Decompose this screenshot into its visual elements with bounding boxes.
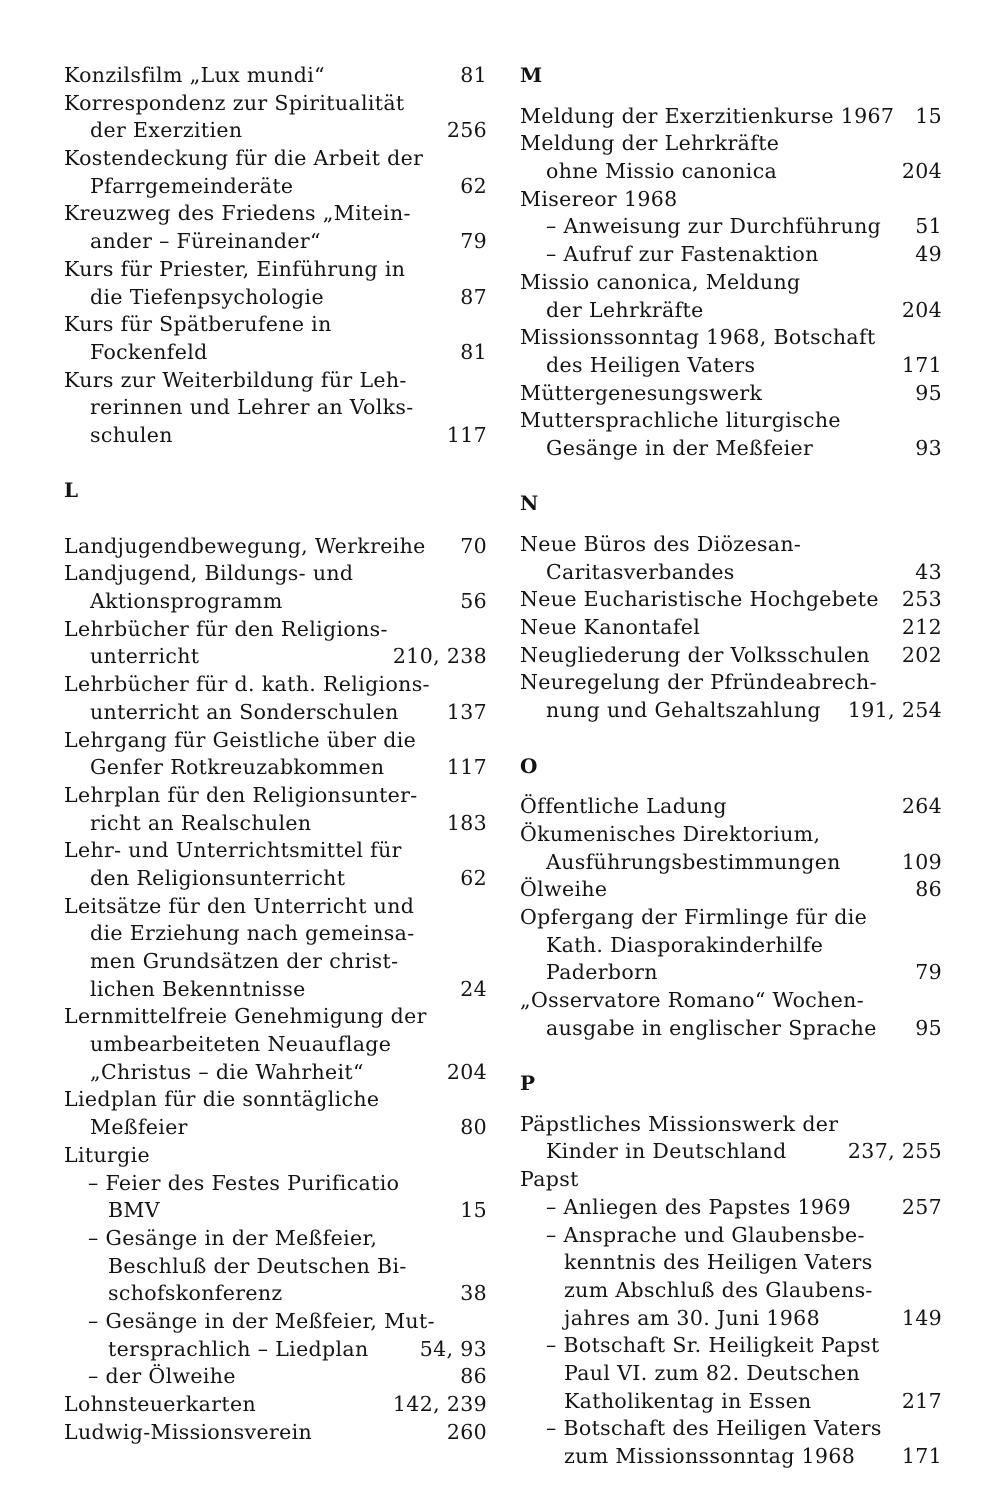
- page-number: 51: [915, 214, 942, 239]
- index-entry: [520, 904, 942, 932]
- index-entry-continuation: [64, 1336, 487, 1364]
- index-entry: [64, 256, 487, 284]
- page-number: 79: [460, 229, 487, 254]
- index-entry-continuation: [520, 1277, 942, 1305]
- entry-text: Lehrplan für den Religionsunter-: [64, 782, 418, 807]
- entry-text: rerinnen und Lehrer an Volks-: [90, 395, 414, 420]
- page-number: 43: [915, 559, 942, 584]
- entry-text: – Aufruf zur Fastenaktion: [546, 242, 819, 267]
- entry-text: schulen: [90, 422, 173, 447]
- entry-text: men Grundsätzen der christ-: [90, 949, 399, 973]
- entry-text: Pfarrgemeinderäte: [90, 173, 294, 198]
- entry-text: – Anweisung zur Durchführung: [546, 214, 882, 239]
- entry-text: Fockenfeld: [90, 339, 208, 364]
- index-entry: [64, 1391, 487, 1419]
- index-entry-continuation: [64, 699, 487, 727]
- index-entry: [64, 782, 487, 810]
- section-letter: L: [64, 478, 79, 503]
- index-entry-continuation: [520, 849, 942, 877]
- index-entry-continuation: [520, 932, 942, 960]
- index-entry: [64, 1142, 487, 1170]
- page-number: 24: [460, 976, 487, 1001]
- index-entry-continuation: [64, 1253, 487, 1281]
- index-entry: [520, 1166, 942, 1194]
- index-entry: [520, 876, 942, 904]
- entry-text: Konzilsfilm „Lux mundi“: [64, 63, 325, 87]
- index-entry: [64, 893, 487, 921]
- index-entry: [520, 586, 942, 614]
- index-entry: [520, 642, 942, 670]
- index-entry-continuation: [64, 976, 487, 1004]
- page-number: 183: [446, 810, 487, 835]
- index-entry: [64, 1086, 487, 1114]
- entry-text: Muttersprachliche liturgische: [520, 408, 841, 433]
- page-number: 54, 93: [419, 1336, 487, 1361]
- entry-text: Aktionsprogramm: [90, 589, 283, 614]
- entry-text: zum Abschluß des Glaubens-: [564, 1277, 873, 1302]
- index-entry: [64, 367, 487, 395]
- index-entry: [64, 200, 487, 228]
- page-number: 137: [446, 699, 487, 724]
- entry-text: umbearbeiteten Neuauflage: [90, 1032, 392, 1057]
- page-number: 81: [460, 63, 487, 87]
- index-entry-continuation: [520, 1305, 942, 1333]
- page-number: 260: [446, 1419, 487, 1444]
- index-entry: [64, 1419, 487, 1447]
- index-entry-continuation: [520, 1332, 942, 1360]
- page-number: 253: [901, 587, 942, 612]
- page-number: 86: [915, 877, 942, 902]
- spacer: [64, 505, 487, 533]
- page-number: 95: [915, 1015, 942, 1040]
- spacer: [520, 463, 942, 491]
- entry-text: nung und Gehaltszahlung: [546, 698, 821, 723]
- entry-text: – Botschaft Sr. Heiligkeit Papst: [546, 1333, 880, 1358]
- page-number: 62: [460, 865, 487, 890]
- entry-text: die Erziehung nach gemeinsa-: [90, 921, 415, 946]
- index-entry: [520, 793, 942, 821]
- index-entry-continuation: [64, 1308, 487, 1336]
- index-entry-continuation: [64, 284, 487, 312]
- entry-text: – Gesänge in der Meßfeier,: [88, 1225, 378, 1250]
- entry-text: Kinder in Deutschland: [546, 1139, 787, 1164]
- index-entry-continuation: [64, 810, 487, 838]
- index-entry: [64, 671, 487, 699]
- entry-text: Caritasverbandes: [546, 559, 735, 584]
- index-entry: [520, 269, 942, 297]
- page-number: 256: [446, 118, 487, 143]
- page-number: 117: [446, 422, 487, 447]
- index-entry-continuation: [520, 1360, 942, 1388]
- index-entry-continuation: [64, 948, 487, 976]
- entry-text: Lernmittelfreie Genehmigung der: [64, 1004, 427, 1029]
- entry-text: „Osservatore Romano“ Wochen-: [520, 988, 864, 1012]
- entry-text: Ausführungsbestimmungen: [546, 849, 841, 874]
- spacer: [520, 780, 942, 793]
- entry-text: des Heiligen Vaters: [546, 352, 756, 377]
- index-entry: [520, 407, 942, 435]
- page-number: 191, 254: [847, 698, 942, 723]
- index-entry-continuation: [64, 117, 487, 145]
- index-entry-continuation: [520, 352, 942, 380]
- section-letter: P: [520, 1071, 536, 1096]
- page-number: 171: [901, 352, 942, 377]
- page-number: 62: [460, 173, 487, 198]
- index-entry: [64, 837, 487, 865]
- entry-text: BMV: [108, 1198, 160, 1223]
- page-number: 87: [460, 284, 487, 309]
- entry-text: Kostendeckung für die Arbeit der: [64, 146, 424, 171]
- entry-text: Kurs für Spätberufene in: [64, 312, 332, 337]
- entry-text: ausgabe in englischer Sprache: [546, 1015, 877, 1040]
- index-entry-continuation: [520, 435, 942, 463]
- page-number: 79: [915, 960, 942, 985]
- index-entry-continuation: [64, 1280, 487, 1308]
- index-entry-continuation: [520, 297, 942, 325]
- index-entry: [64, 145, 487, 173]
- index-entry-continuation: [64, 920, 487, 948]
- entry-text: Papst: [520, 1167, 579, 1192]
- index-entry: [520, 380, 942, 408]
- entry-text: Leitsätze für den Unterricht und: [64, 893, 415, 918]
- page-number: 204: [446, 1059, 487, 1084]
- entry-text: Opfergang der Firmlinge für die: [520, 904, 868, 929]
- index-entry-continuation: [64, 1197, 487, 1225]
- index-entry-continuation: [520, 1138, 942, 1166]
- entry-text: Missionssonntag 1968, Botschaft: [520, 325, 876, 350]
- page-number: 56: [460, 589, 487, 614]
- entry-text: Kurs für Priester, Einführung in: [64, 256, 406, 281]
- page-number: 210, 238: [392, 644, 487, 669]
- spacer: [520, 518, 942, 531]
- page-number: 212: [901, 615, 942, 640]
- entry-text: – Botschaft des Heiligen Vaters: [546, 1416, 882, 1441]
- entry-text: Päpstliches Missionswerk der: [520, 1111, 839, 1136]
- spacer: [520, 1042, 942, 1070]
- entry-text: Meldung der Lehrkräfte: [520, 131, 780, 156]
- index-entry-continuation: [520, 559, 942, 587]
- page-number: 86: [460, 1364, 487, 1389]
- index-entry-continuation: [64, 173, 487, 201]
- index-entry-continuation: [64, 1031, 487, 1059]
- entry-text: Neugliederung der Volksschulen: [520, 642, 870, 667]
- index-entry-continuation: [520, 1249, 942, 1277]
- section-letter: N: [520, 491, 539, 516]
- entry-text: der Lehrkräfte: [546, 297, 704, 322]
- page-number: 264: [901, 794, 942, 819]
- index-entry-continuation: [520, 697, 942, 725]
- entry-text: – Feier des Festes Purificatio: [88, 1170, 400, 1195]
- page-number: 95: [915, 380, 942, 405]
- index-entry-continuation: [64, 1059, 487, 1087]
- page-number: 149: [901, 1305, 942, 1330]
- index-entry-continuation: [520, 241, 942, 269]
- spacer: [64, 450, 487, 478]
- index-entry-continuation: [64, 865, 487, 893]
- index-entry-continuation: [64, 422, 487, 450]
- entry-text: schofskonferenz: [108, 1281, 283, 1306]
- index-entry-continuation: [520, 1388, 942, 1416]
- index-entry-continuation: [64, 1114, 487, 1142]
- page-number: 109: [901, 849, 942, 874]
- page-number: 142, 239: [392, 1392, 487, 1416]
- index-entry: [520, 324, 942, 352]
- index-entry-continuation: [64, 643, 487, 671]
- index-entry-continuation: [520, 158, 942, 186]
- index-entry-continuation: [64, 228, 487, 256]
- entry-text: unterricht an Sonderschulen: [90, 699, 399, 724]
- index-entry: [64, 616, 487, 644]
- entry-text: Genfer Rotkreuzabkommen: [90, 755, 385, 780]
- page-number: 117: [446, 755, 487, 780]
- page-number: 80: [460, 1115, 487, 1140]
- entry-text: Beschluß der Deutschen Bi-: [108, 1253, 407, 1278]
- index-entry-continuation: [64, 588, 487, 616]
- entry-text: Lehrbücher für d. kath. Religions-: [64, 672, 430, 697]
- index-entry: [64, 90, 487, 118]
- entry-text: zum Missionssonntag 1968: [564, 1444, 856, 1468]
- entry-text: Kath. Diasporakinderhilfe: [546, 932, 824, 957]
- entry-text: der Exerzitien: [90, 118, 243, 143]
- page-number: 70: [460, 533, 487, 558]
- index-column-right: [520, 62, 942, 1471]
- index-entry: [520, 821, 942, 849]
- entry-text: Öffentliche Ladung: [520, 794, 727, 819]
- entry-text: Ölweihe: [520, 877, 608, 902]
- entry-text: richt an Realschulen: [90, 810, 312, 835]
- index-entry: [64, 311, 487, 339]
- index-entry: [520, 669, 942, 697]
- entry-text: Lehrbücher für den Religions-: [64, 616, 388, 641]
- page-number: 171: [901, 1444, 942, 1468]
- page-number: 204: [901, 159, 942, 184]
- index-entry-continuation: [520, 1015, 942, 1043]
- page-number: 38: [460, 1281, 487, 1306]
- entry-text: Lehr- und Unterrichtsmittel für: [64, 838, 402, 863]
- page-number: 257: [901, 1194, 942, 1219]
- index-entry: [520, 103, 942, 131]
- entry-text: kenntnis des Heiligen Vaters: [564, 1250, 873, 1275]
- entry-text: Neue Büros des Diözesan-: [520, 532, 802, 556]
- entry-text: „Christus – die Wahrheit“: [90, 1059, 364, 1084]
- index-entry: [520, 186, 942, 214]
- entry-text: den Religionsunterricht: [90, 865, 346, 890]
- index-entry: [64, 533, 487, 561]
- entry-text: Kurs zur Weiterbildung für Leh-: [64, 367, 407, 392]
- page-number: 15: [460, 1198, 487, 1223]
- entry-text: Gesänge in der Meßfeier: [546, 435, 814, 460]
- entry-text: Neuregelung der Pfründeabrech-: [520, 670, 877, 695]
- index-entry: [520, 531, 942, 559]
- entry-text: – Ansprache und Glaubensbe-: [546, 1222, 865, 1247]
- entry-text: Misereor 1968: [520, 186, 678, 211]
- index-entry-continuation: [64, 339, 487, 367]
- entry-text: Liturgie: [64, 1142, 151, 1167]
- entry-text: – Anliegen des Papstes 1969: [546, 1194, 852, 1219]
- entry-text: Neue Eucharistische Hochgebete: [520, 587, 879, 612]
- index-entry: [520, 987, 942, 1015]
- spacer: [520, 1098, 942, 1111]
- index-entry-continuation: [520, 959, 942, 987]
- index-entry: [64, 62, 487, 90]
- entry-text: Lehrgang für Geistliche über die: [64, 727, 417, 752]
- page-number: 204: [901, 297, 942, 322]
- index-entry-continuation: [520, 1222, 942, 1250]
- entry-text: – Gesänge in der Meßfeier, Mut-: [88, 1308, 435, 1333]
- page-number: 81: [460, 339, 487, 364]
- entry-text: Ökumenisches Direktorium,: [520, 821, 821, 846]
- index-column-left: [64, 62, 487, 1446]
- index-entry-continuation: [64, 1363, 487, 1391]
- index-entry-continuation: [64, 1225, 487, 1253]
- entry-text: Paderborn: [546, 960, 658, 985]
- page-number: 93: [915, 435, 942, 460]
- page-number: 237, 255: [847, 1139, 942, 1164]
- index-entry: [64, 1003, 487, 1031]
- entry-text: tersprachlich – Liedplan: [108, 1336, 369, 1361]
- entry-text: Ludwig-Missionsverein: [64, 1419, 313, 1444]
- entry-text: Meldung der Exerzitienkurse 1967: [520, 103, 895, 128]
- entry-text: Katholikentag in Essen: [564, 1388, 812, 1413]
- entry-text: Meßfeier: [90, 1115, 188, 1140]
- entry-text: Müttergenesungswerk: [520, 380, 763, 405]
- index-entry: [64, 727, 487, 755]
- index-entry-continuation: [64, 1170, 487, 1198]
- entry-text: ohne Missio canonica: [546, 159, 778, 184]
- spacer: [520, 725, 942, 753]
- entry-text: – der Ölweihe: [88, 1364, 236, 1389]
- entry-text: Landjugendbewegung, Werkreihe: [64, 533, 426, 558]
- page-number: 202: [901, 642, 942, 667]
- index-entry-continuation: [520, 213, 942, 241]
- index-entry-continuation: [520, 1194, 942, 1222]
- entry-text: Liedplan für die sonntägliche: [64, 1087, 380, 1112]
- index-entry: [520, 614, 942, 642]
- index-entry-continuation: [520, 1415, 942, 1443]
- entry-text: Missio canonica, Meldung: [520, 269, 801, 294]
- entry-text: lichen Bekenntnisse: [90, 976, 306, 1001]
- section-letter: O: [520, 753, 538, 778]
- index-entry-continuation: [64, 754, 487, 782]
- index-entry-continuation: [520, 1443, 942, 1471]
- entry-text: jahres am 30. Juni 1968: [564, 1305, 820, 1330]
- page-number: 49: [915, 242, 942, 267]
- index-entry: [520, 1111, 942, 1139]
- entry-text: Paul VI. zum 82. Deutschen: [564, 1360, 861, 1385]
- entry-text: Korrespondenz zur Spiritualität: [64, 90, 405, 115]
- index-entry: [64, 560, 487, 588]
- entry-text: Kreuzweg des Friedens „Mitein-: [64, 201, 411, 226]
- spacer: [520, 90, 942, 103]
- entry-text: die Tiefenpsychologie: [90, 284, 324, 309]
- page-number: 217: [901, 1388, 942, 1413]
- entry-text: Landjugend, Bildungs- und: [64, 561, 354, 586]
- index-entry: [520, 130, 942, 158]
- page-number: 15: [915, 103, 942, 128]
- entry-text: Neue Kanontafel: [520, 615, 701, 640]
- index-entry-continuation: [64, 394, 487, 422]
- entry-text: unterricht: [90, 644, 200, 669]
- section-letter: M: [520, 63, 543, 87]
- entry-text: ander – Füreinander“: [90, 229, 321, 254]
- entry-text: Lohnsteuerkarten: [64, 1392, 257, 1416]
